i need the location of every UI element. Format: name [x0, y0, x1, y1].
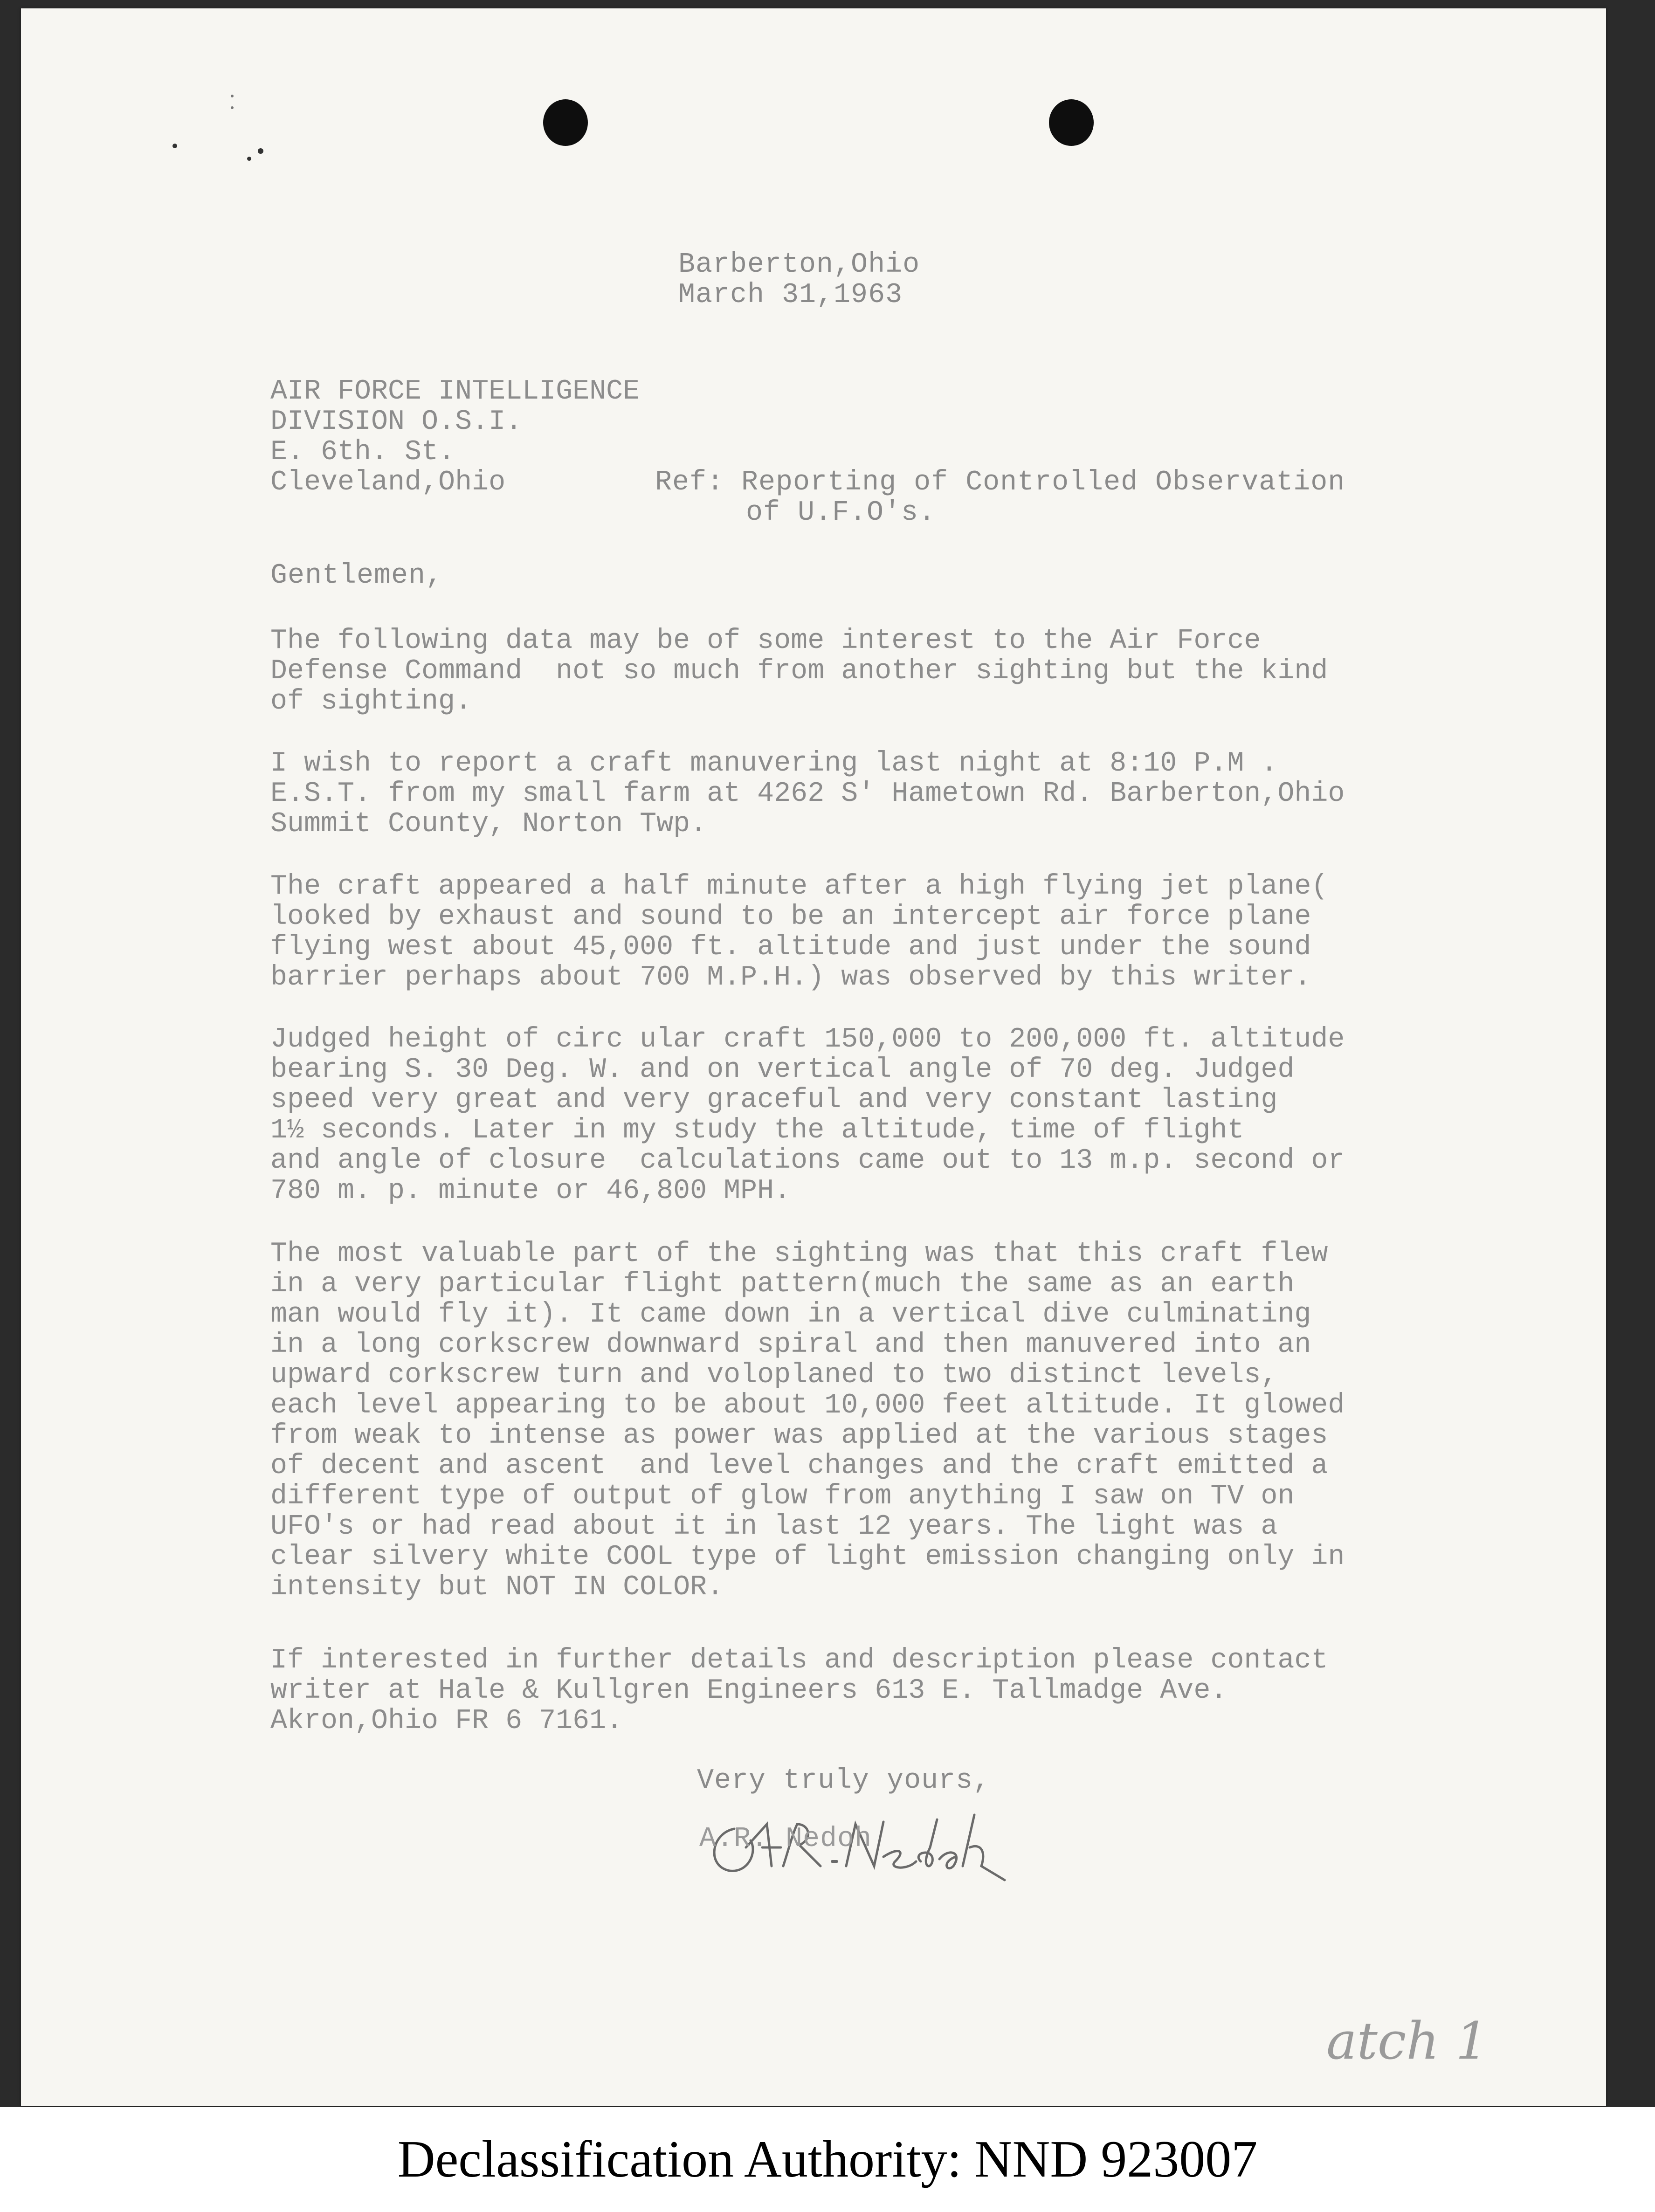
declassification-footer: Declassification Authority: NND 923007 — [0, 2107, 1655, 2212]
paragraph-line: different type of output of glow from anything I saw on TV on — [270, 1481, 1295, 1512]
punch-hole-right — [1049, 99, 1094, 146]
paragraph-line: barrier perhaps about 700 M.P.H.) was observed by this writer. — [270, 962, 1311, 993]
letter-place: Barberton,Ohio — [678, 249, 920, 281]
paragraph-line: 1½ seconds. Later in my study the altitude, time of flight — [270, 1115, 1244, 1146]
letter-page — [21, 8, 1606, 2106]
smudge-mark — [172, 144, 177, 148]
address-line: DIVISION O.S.I. — [270, 406, 523, 438]
paragraph — [270, 1646, 1328, 1737]
paragraph — [270, 749, 1345, 840]
smudge-mark — [258, 148, 263, 154]
paragraph-line: The craft appeared a half minute after a high flying jet plane( — [270, 871, 1328, 903]
paragraph-line: E.S.T. from my small farm at 4262 S' Hametown Rd. Barberton,Ohio — [270, 778, 1345, 810]
paragraph-line: The following data may be of some interest to the Air Force — [270, 625, 1261, 657]
paragraph-line: looked by exhaust and sound to be an intercept air force plane — [270, 901, 1311, 933]
punch-hole-left — [543, 99, 588, 146]
address-line: E. 6th. St. — [270, 436, 455, 468]
paragraph-line: clear silvery white COOL type of light emission changing only in — [270, 1541, 1345, 1573]
salutation: Gentlemen, — [270, 560, 443, 592]
paragraph-line: writer at Hale & Kullgren Engineers 613 E. Tallmadge Ave. — [270, 1675, 1227, 1707]
paragraph-line: in a very particular flight pattern(much the same as an earth — [270, 1268, 1295, 1300]
smudge-mark — [231, 95, 234, 97]
paragraph-line: upward corkscrew turn and voloplaned to two distinct levels, — [270, 1359, 1278, 1391]
reference-line-continued: of U.F.O's. — [746, 497, 936, 529]
smudge-mark — [247, 157, 251, 161]
paragraph — [270, 1025, 1345, 1206]
paragraph-line: Judged height of circ ular craft 150,000 to 200,000 ft. altitude — [270, 1024, 1345, 1055]
paragraph-line: The most valuable part of the sighting was that this craft flew — [270, 1238, 1328, 1270]
recipient-address — [270, 377, 640, 498]
address-line: AIR FORCE INTELLIGENCE — [270, 376, 640, 407]
closing: Very truly yours, — [697, 1765, 991, 1797]
paragraph-line: flying west about 45,000 ft. altitude and just under the sound — [270, 931, 1311, 963]
paragraph-line: 780 m. p. minute or 46,800 MPH. — [270, 1175, 791, 1207]
paragraph-line: I wish to report a craft manuvering last night at 8:10 P.M . — [270, 748, 1278, 779]
paragraph-line: bearing S. 30 Deg. W. and on vertical angle of 70 deg. Judged — [270, 1054, 1295, 1086]
smudge-mark — [231, 106, 234, 109]
paragraph — [270, 872, 1328, 993]
paragraph-line: Summit County, Norton Twp. — [270, 808, 707, 840]
reference-line: Ref: Reporting of Controlled Observation — [655, 467, 1345, 498]
paragraph-line: If interested in further details and description please contact — [270, 1645, 1328, 1676]
letter-date: March 31,1963 — [678, 279, 903, 311]
paragraph-line: UFO's or had read about it in last 12 years. The light was a — [270, 1511, 1278, 1543]
paragraph-line: speed very great and very graceful and very constant lasting — [270, 1084, 1278, 1116]
paragraph — [270, 1239, 1345, 1603]
paragraph-line: Akron,Ohio FR 6 7161. — [270, 1705, 623, 1737]
paragraph-line: intensity but NOT IN COLOR. — [270, 1571, 724, 1603]
paragraph — [270, 626, 1328, 717]
paragraph-line: each level appearing to be about 10,000 feet altitude. It glowed — [270, 1390, 1345, 1421]
address-line: Cleveland,Ohio — [270, 467, 506, 498]
signer-name: A.R. Nedoh — [699, 1823, 872, 1855]
paragraph-line: man would fly it). It came down in a vertical dive culminating — [270, 1299, 1311, 1330]
paragraph-line: Defense Command not so much from another sighting but the kind — [270, 655, 1328, 687]
paragraph-line: of sighting. — [270, 686, 472, 717]
paragraph-line: and angle of closure calculations came out to 13 m.p. second or — [270, 1145, 1345, 1177]
paragraph-line: from weak to intense as power was applied at the various stages — [270, 1420, 1328, 1452]
paragraph-line: in a long corkscrew downward spiral and then manuvered into an — [270, 1329, 1311, 1361]
handwritten-attachment-note: atch 1 — [1326, 2011, 1489, 2071]
paragraph-line: of decent and ascent and level changes and the craft emitted a — [270, 1450, 1328, 1482]
